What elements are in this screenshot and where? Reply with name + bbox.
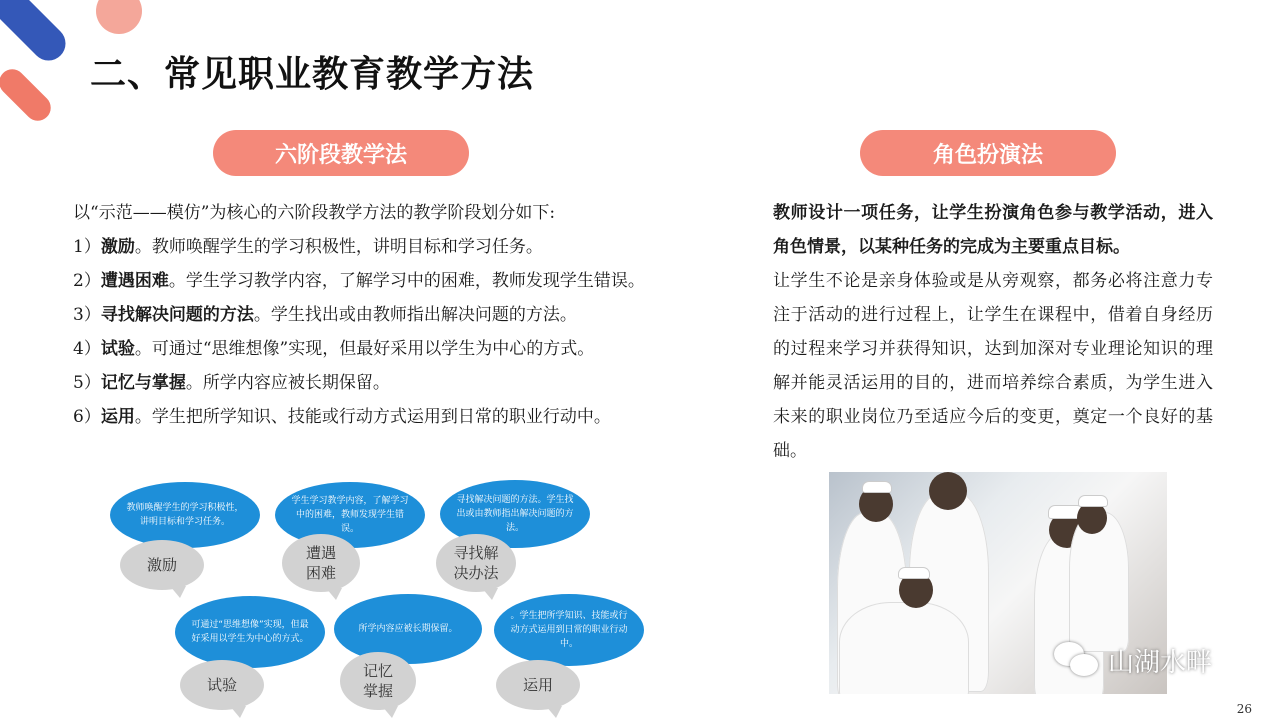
stage-bubble-label: 记忆掌握 xyxy=(340,652,416,710)
page-title: 二、常见职业教育教学方法 xyxy=(90,53,535,95)
role-play-body: 让学生不论是亲身体验或是从旁观察，都务必将注意力专注于活动的进行过程上，让学生在课程中，借着自身经历的过程来学习并获得知识，达到加深对专业理论知识的理解并能灵活运用的目的，进而培养综合素质，为学生进入未来的职业岗位乃至适应今后的变更，奠定一个良好的基础。 xyxy=(773,271,1213,461)
six-stage-diagram xyxy=(110,472,650,712)
stage-bubble-desc: 学生学习教学内容，了解学习中的困难，教师发现学生错误。 xyxy=(275,482,425,548)
stage-item: 6）运用。学生把所学知识、技能或行动方式运用到日常的职业行动中。 xyxy=(73,407,611,427)
stage-bubble-label: 运用 xyxy=(496,660,580,710)
stage-bubble-label: 试验 xyxy=(180,660,264,710)
stage-bubble-desc: 教师唤醒学生的学习积极性，讲明目标和学习任务。 xyxy=(110,482,260,548)
decor-coral-bar xyxy=(0,64,56,126)
six-stage-intro: 以“示范——模仿”为核心的六阶段教学方法的教学阶段划分如下: xyxy=(73,203,556,223)
stage-bubble-desc: 。学生把所学知识、技能或行动方式运用到日常的职业行动中。 xyxy=(494,594,644,666)
decor-pink-circle xyxy=(96,0,142,34)
wechat-icon xyxy=(1054,640,1100,680)
watermark xyxy=(1054,640,1212,680)
method-pill-role-play: 角色扮演法 xyxy=(860,130,1116,176)
stage-bubble-label: 激励 xyxy=(120,540,204,590)
six-stage-text xyxy=(73,196,673,434)
stage-item: 3）寻找解决问题的方法。学生找出或由教师指出解决问题的方法。 xyxy=(73,305,577,325)
role-play-bold: 教师设计一项任务，让学生扮演角色参与教学活动，进入角色情景，以某种任务的完成为主要重点目标。 xyxy=(773,203,1213,257)
stage-bubble-desc: 寻找解决问题的方法。学生找出或由教师指出解决问题的方法。 xyxy=(440,480,590,548)
decor-blue-bar xyxy=(0,0,73,68)
stage-bubble-label: 遭遇困难 xyxy=(282,534,360,592)
role-play-text xyxy=(773,196,1213,468)
watermark-text: 山湖水畔 xyxy=(1108,647,1213,678)
page-number: 26 xyxy=(1236,702,1252,716)
stage-item: 1）激励。教师唤醒学生的学习积极性，讲明目标和学习任务。 xyxy=(73,237,543,257)
stage-item: 4）试验。可通过“思维想像”实现，但最好采用以学生为中心的方式。 xyxy=(73,339,595,359)
method-pill-six-stage: 六阶段教学法 xyxy=(213,130,469,176)
stage-item: 5）记忆与掌握。所学内容应被长期保留。 xyxy=(73,373,390,393)
stage-item: 2）遭遇困难。学生学习教学内容，了解学习中的困难，教师发现学生错误。 xyxy=(73,271,645,291)
stage-bubble-desc: 所学内容应被长期保留。 xyxy=(334,594,482,664)
stage-bubble-desc: 可通过“思维想像”实现，但最好采用以学生为中心的方式。 xyxy=(175,596,325,668)
stage-bubble-label: 寻找解决办法 xyxy=(436,534,516,592)
